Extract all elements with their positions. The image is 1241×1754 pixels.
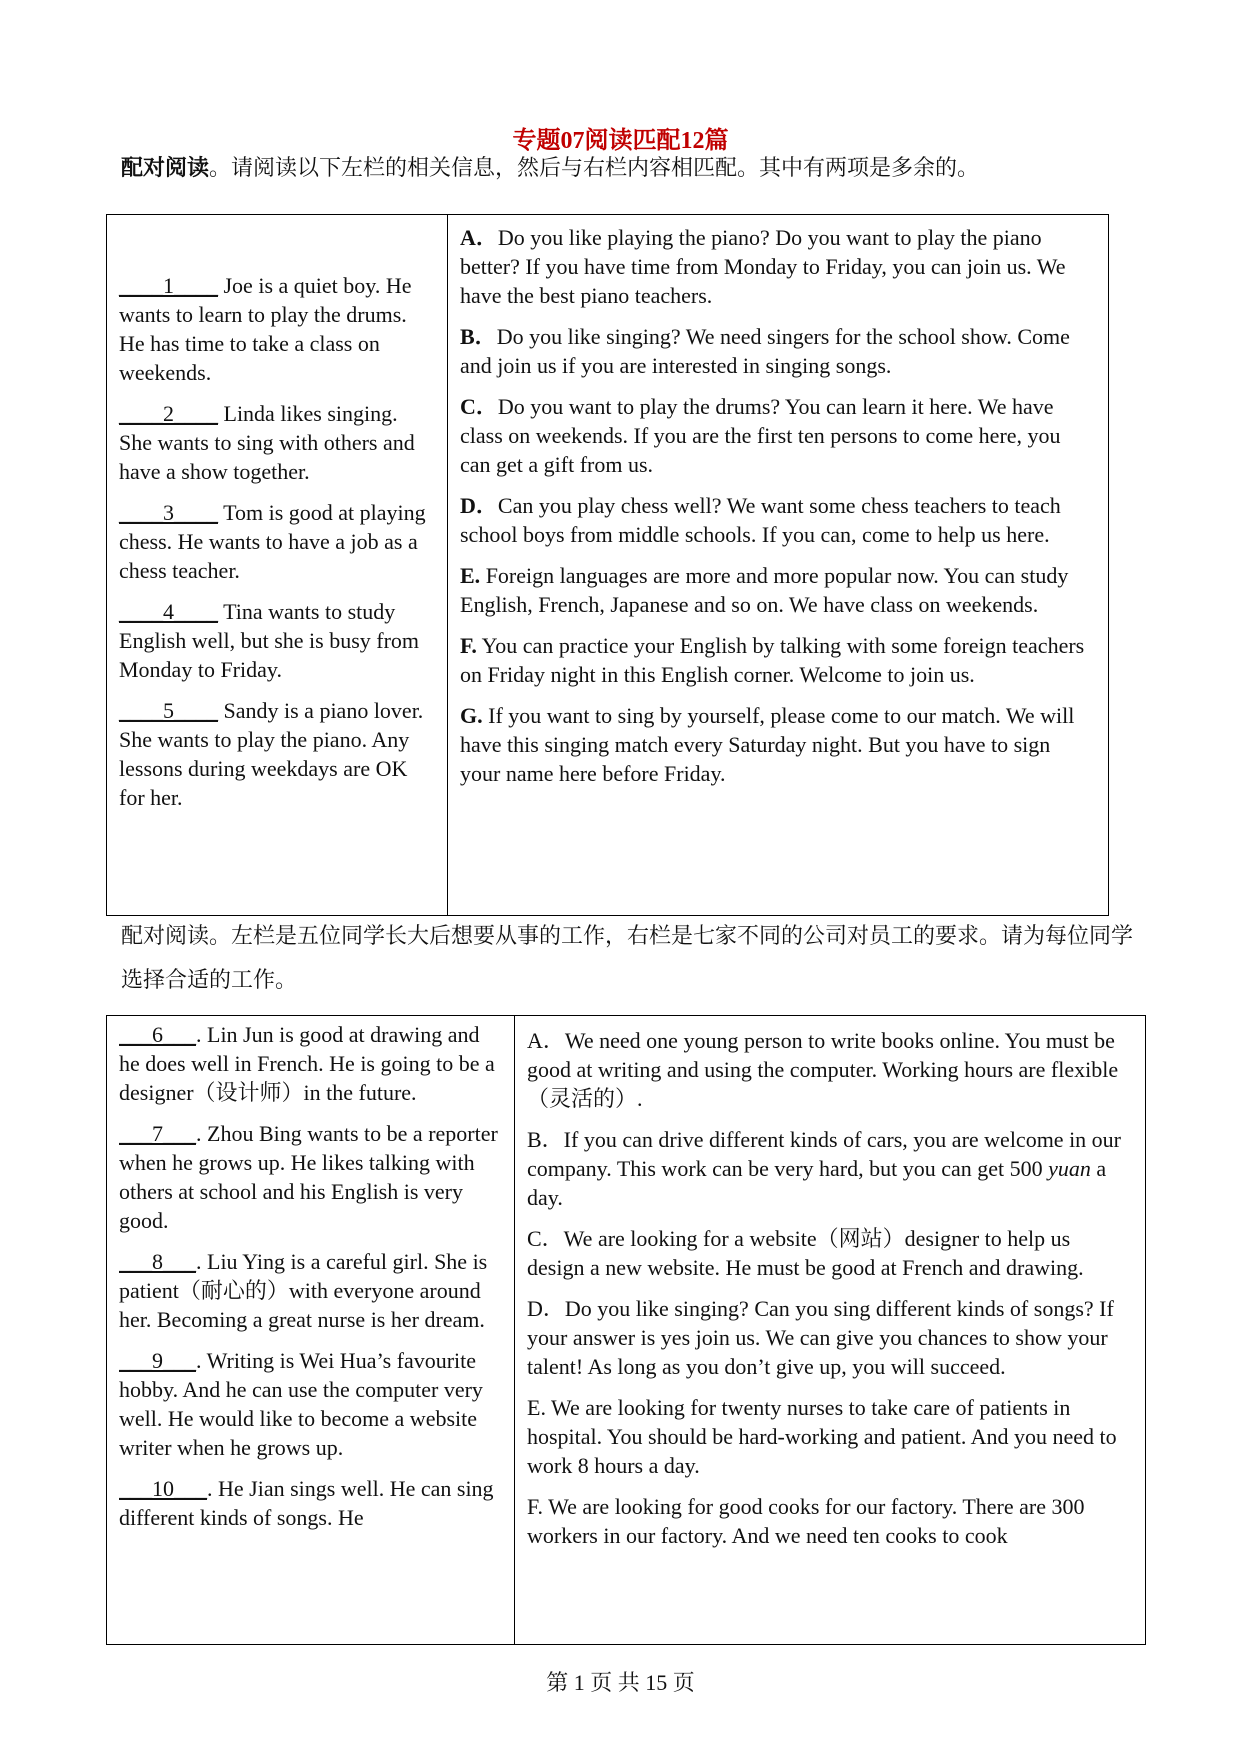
question-4	[119, 597, 435, 684]
matching-table-1	[106, 214, 1109, 916]
option-letter: D．	[460, 493, 498, 518]
option-letter: C．	[460, 394, 498, 419]
option-text: Foreign languages are more and more popular now. You can study English, French, Japanese and so on. We have class on weekends.	[460, 563, 1069, 617]
options-column-1	[448, 215, 1109, 916]
question-10	[119, 1474, 502, 1532]
option-text: Do you like singing? We need singers for the school show. Come and join us if you are interested in singing songs.	[460, 324, 1070, 378]
section1-intro-text: 。请阅读以下左栏的相关信息，然后与右栏内容相匹配。其中有两项是多余的。	[209, 155, 980, 180]
job-option-b	[527, 1125, 1133, 1212]
option-e	[460, 561, 1096, 619]
question-text: Joe is a quiet boy. He wants to learn to play the drums. He has time to take a class on weekends.	[119, 273, 412, 385]
answer-blank-2[interactable]: ____2____	[119, 401, 218, 426]
option-letter: A．	[460, 225, 498, 250]
option-text: Do you like playing the piano? Do you want to play the piano better? If you have time from Monday to Friday, you can join us. We have the best piano teachers.	[460, 225, 1066, 308]
option-b	[460, 322, 1096, 380]
answer-blank-4[interactable]: ____4____	[119, 599, 218, 624]
job-option-c: C．We are looking for a website（网站）designer to help us design a new website. He must be good at French and drawing.	[527, 1226, 1084, 1280]
answer-blank-5[interactable]: ____5____	[119, 698, 218, 723]
question-text: Tina wants to study English well, but she is busy from Monday to Friday.	[119, 599, 420, 682]
questions-column-1	[107, 215, 448, 916]
job-option-a: A．We need one young person to write books online. You must be good at writing and using the computer. Working hours are flexible（灵活的）.	[527, 1028, 1119, 1111]
option-d	[460, 491, 1096, 549]
question-8	[119, 1247, 502, 1334]
option-text: Can you play chess well? We want some chess teachers to teach school boys from middle schools. If you can, come to help us here.	[460, 493, 1061, 547]
option-text-italic: yuan	[1048, 1156, 1091, 1181]
answer-blank-8[interactable]: ___8___	[119, 1249, 196, 1274]
option-text: B．If you can drive different kinds of cars, you are welcome in our company. This work can be very hard, but you can get 500	[527, 1127, 1122, 1181]
question-5	[119, 696, 435, 812]
option-c	[460, 392, 1096, 479]
answer-blank-7[interactable]: ___7___	[119, 1121, 196, 1146]
job-option-f: F. We are looking for good cooks for our factory. There are 300 workers in our factory. And we need ten cooks to cook	[527, 1494, 1085, 1548]
option-text: a day.	[527, 1156, 1107, 1210]
question-7	[119, 1119, 502, 1235]
matching-table-2	[106, 1015, 1146, 1645]
option-g	[460, 701, 1096, 788]
job-option-e: E. We are looking for twenty nurses to take care of patients in hospital. You should be hard-working and patient. And you need to work 8 hours a day.	[527, 1395, 1117, 1478]
options-column-2	[515, 1016, 1146, 1645]
question-text: Tom is good at playing chess. He wants to have a job as a chess teacher.	[119, 500, 426, 583]
question-3	[119, 498, 435, 585]
answer-blank-10[interactable]: ___10___	[119, 1476, 207, 1501]
question-text: . He Jian sings well. He can sing different kinds of songs. He	[119, 1476, 494, 1530]
section1-intro-bold: 配对阅读	[121, 155, 210, 180]
answer-blank-1[interactable]: ____1____	[119, 273, 218, 298]
answer-blank-9[interactable]: ___9___	[119, 1348, 196, 1373]
option-letter: G.	[460, 703, 483, 728]
option-text: If you want to sing by yourself, please come to our match. We will have this singing match every Saturday night. But you have to sign your name here before Friday.	[460, 703, 1075, 786]
option-letter: B．	[460, 324, 497, 349]
option-letter: F.	[460, 633, 477, 658]
question-text: . Liu Ying is a careful girl. She is patient（耐心的）with everyone around her. Becoming a great nurse is her dream.	[119, 1249, 488, 1332]
question-text: Linda likes singing. She wants to sing with others and have a show together.	[119, 401, 415, 484]
questions-column-2	[107, 1016, 515, 1645]
question-1	[119, 271, 435, 387]
question-9	[119, 1346, 502, 1462]
question-text: Sandy is a piano lover. She wants to play the piano. Any lessons during weekdays are OK for her.	[119, 698, 424, 810]
question-text: . Writing is Wei Hua’s favourite hobby. And he can use the computer very well. He would like to become a website writer when he grows up.	[119, 1348, 483, 1460]
answer-blank-3[interactable]: ____3____	[119, 500, 218, 525]
option-text: Do you want to play the drums? You can learn it here. We have class on weekends. If you are the first ten persons to come here, you can get a gift from us.	[460, 394, 1061, 477]
option-text: You can practice your English by talking with some foreign teachers on Friday night in this English corner. Welcome to join us.	[460, 633, 1085, 687]
section1-intro	[121, 146, 1151, 190]
question-text: . Lin Jun is good at drawing and he does well in French. He is going to be a designer（设计师）in the future.	[119, 1022, 495, 1105]
option-a	[460, 223, 1096, 310]
question-6	[119, 1020, 502, 1107]
option-f	[460, 631, 1096, 689]
section2-intro: 配对阅读。左栏是五位同学长大后想要从事的工作，右栏是七家不同的公司对员工的要求。请为每位同学选择合适的工作。	[121, 923, 1134, 992]
option-letter: E.	[460, 563, 481, 588]
page-footer: 第 1 页 共 15 页	[546, 1670, 695, 1695]
job-option-d: D．Do you like singing? Can you sing different kinds of songs? If your answer is yes join us. We can give you chances to show your talent! As long as you don’t give up, you will succeed.	[527, 1296, 1114, 1379]
question-text: . Zhou Bing wants to be a reporter when he grows up. He likes talking with others at school and his English is very good.	[119, 1121, 498, 1233]
page-title: 专题07阅读匹配12篇	[512, 128, 729, 154]
question-2	[119, 399, 435, 486]
answer-blank-6[interactable]: ___6___	[119, 1022, 196, 1047]
